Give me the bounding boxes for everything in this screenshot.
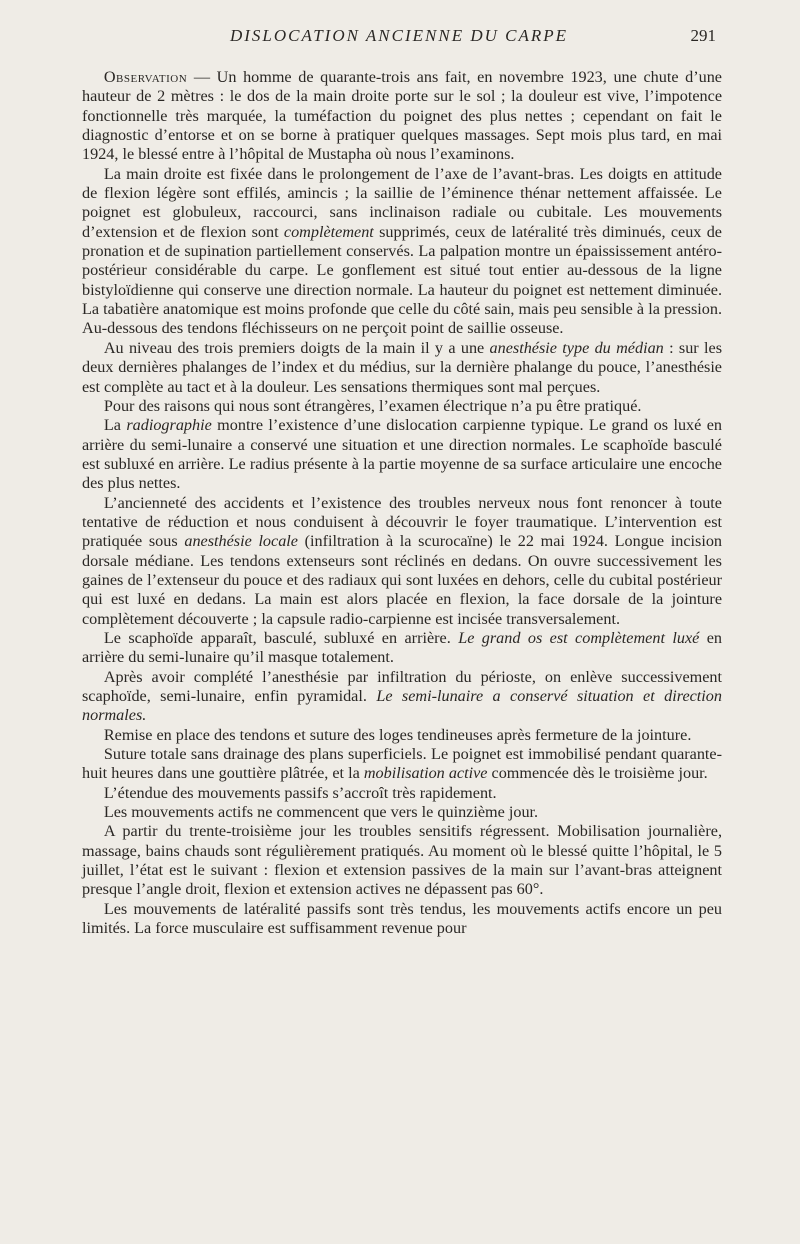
paragraph [82,416,722,493]
running-header [82,26,716,52]
paragraph [82,668,722,726]
paragraph [82,822,722,899]
italic-text: Le semi-lunaire a conservé situation et direction normales. [82,687,722,725]
italic-text: anesthésie type du médian [489,338,664,357]
body-text [82,68,722,938]
text-run: Le scaphoïde apparaît, basculé, subluxé en arrière. [103,628,459,647]
text-run: supprimés, ceux de latéralité très diminués, ceux de pronation et de supination partiellement conservés. La palpation montre un épaississement antéro-postérieur considérable du carpe. Le gonflement est situé tout entier au-dessous de la ligne bistyloïdienne qui conserve une direction normale. La hauteur du poignet est nettement diminuée. La tabatière anatomique est moins profonde que celle du côté sain, mais peu sensible à la pression. Au-dessous des tendons fléchisseurs on ne perçoit point de saillie osseuse. [82,222,722,338]
text-run: Pour des raisons qui nous sont étrangères, l’examen électrique n’a pu être pratiqué. [103,396,642,415]
italic-text: Le grand os est complètement luxé [458,628,700,647]
text-run: Les mouvements de latéralité passifs sont très tendus, les mouvements actifs encore un peu limités. La force musculaire est suffisamment revenue pour [82,899,722,938]
text-run: (infiltration à la scurocaïne) le 22 mai 1924. Longue incision dorsale médiane. Les tendons extenseurs sont réclinés en dedans. On ouvre successivement les gaines de l’extenseur du pouce et des radiaux qui sont luxées en dehors, celle du cubital postérieur qui est luxé en dedans. La main est alors placée en flexion, la face dorsale de la jointure complètement découverte ; la capsule radio-carpienne est incisée transversalement. [82,532,723,628]
page-number: 291 [690,26,716,45]
paragraph [82,745,722,784]
italic-text: anesthésie locale [184,532,298,551]
text-run: L’ancienneté des accidents et l’existence des troubles nerveux nous font renoncer à toute tentative de réduction et nous conduisent à découvrir le foyer traumatique. L’intervention est pratiquée sous [82,493,722,551]
text-run: Au niveau des trois premiers doigts de la main il y a une [103,338,490,357]
italic-text: radiographie [126,416,212,435]
text-run: La [103,416,127,435]
text-run: La main droite est fixée dans le prolongement de l’axe de l’avant-bras. Les doigts en attitude de flexion légère sont effilés, amincis ; la saillie de l’éminence thénar nettement affaissée. Le poignet est globuleux, raccourci, sans inclinaison radiale ou cubitale. Les mouvements d’extension et de flexion sont [82,164,722,241]
paragraph [82,803,722,822]
paragraph [82,629,722,668]
italic-text: complètement [283,222,374,241]
small-caps-text: Observation [103,68,188,86]
text-run: A partir du trente-troisième jour les troubles sensitifs régressent. Mobilisation journalière, massage, bains chauds sont régulièrement pratiqués. Au moment où le blessé quitte l’hôpital, le 5 juillet, l’état est le suivant : flexion et extension passives de la main sur l’avant-bras atteignent presque l’angle droit, flexion et extension actives ne dépassent pas 60°. [82,822,722,899]
paragraph [82,726,722,745]
italic-text: mobilisation active [363,764,488,783]
text-run: Suture totale sans drainage des plans superficiels. Le poignet est immobilisé pendant quarante-huit heures dans une gouttière plâtrée, et la [82,745,722,783]
paragraph [82,397,722,416]
paragraph [82,339,722,397]
text-run: en arrière du semi-lunaire qu’il masque totalement. [82,628,723,667]
text-run: commencée dès le troisième jour. [487,764,708,783]
text-run: Les mouvements actifs ne commencent que vers le quinzième jour. [103,803,539,822]
text-run: montre l’existence d’une dislocation carpienne typique. Le grand os luxé en arrière du semi-lunaire a conservé une situation et une direction normales. Le scaphoïde basculé est subluxé en arrière. Le radius présente à la partie moyenne de sa surface articulaire une encoche des plus nettes. [82,416,722,493]
paragraph [82,494,722,629]
paragraph [82,784,722,803]
text-run: Après avoir complété l’anesthésie par infiltration du périoste, on enlève successivement scaphoïde, semi-lunaire, enfin pyramidal. [82,667,722,705]
text-run: Remise en place des tendons et suture des loges tendineuses après fermeture de la jointure. [103,725,692,744]
text-run: : sur les deux dernières phalanges de l’index et du médius, sur la dernière phalange du pouce, l’anesthésie est complète au tact et à la douleur. Les sensations thermiques sont mal perçues. [82,338,723,396]
paragraph [82,165,722,339]
paragraph [82,68,722,165]
text-run: L’étendue des mouvements passifs s’accroît très rapidement. [103,783,497,802]
text-run: — Un homme de quarante-trois ans fait, en novembre 1923, une chute d’une hauteur de 2 mètres : le dos de la main droite porte sur le sol ; la douleur est vive, l’impotence fonctionnelle très marquée, la tuméfaction du poignet des plus nettes ; cependant on fait le diagnostic d’entorse et on se borne à pratiquer quelques massages. Sept mois plus tard, en mai 1924, le blessé entre à l’hôpital de Mustapha où nous l’examinons. [82,68,722,164]
running-title: DISLOCATION ANCIENNE DU CARPE [229,26,569,45]
paragraph [82,900,722,939]
